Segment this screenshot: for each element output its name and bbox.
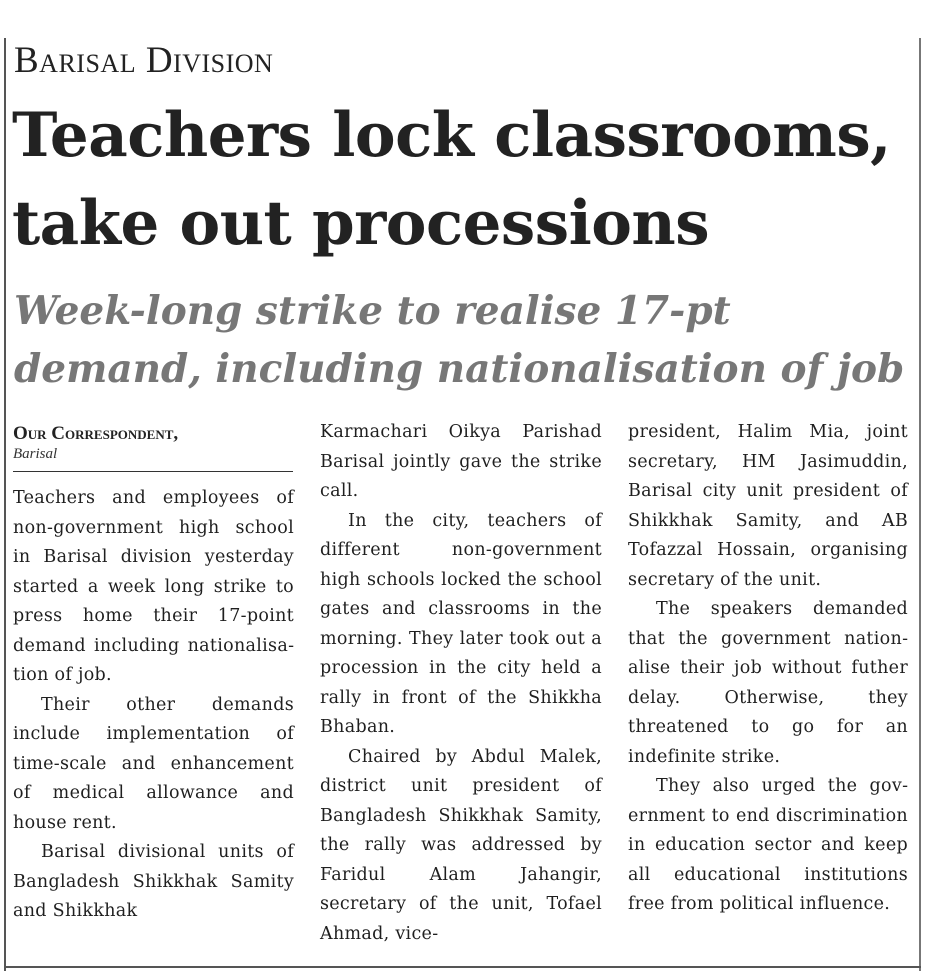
paragraph: The speakers demanded that the government nationalise their job without futher delay. Otherwise, they threatened to go for an indefinite strike. [628,599,908,767]
byline-location: Barisal [13,446,58,462]
article-column-1 [13,484,294,927]
paragraph: In the city, teachers of different non-government high schools locked the school gates and classrooms in the morning. They later took out a procession in the city held a rally in front of the Shikkha Bhaban. [320,510,602,737]
right-column-rule [919,38,921,971]
article-column-3 [628,418,908,920]
section-label: Barisal Division [14,40,274,81]
paragraph: They also urged the government to end discrimination in education sector and keep all educational institutions free from political influence. [628,776,908,914]
article-column-2 [320,418,602,949]
byline-name: Our Correspondent, [13,423,179,444]
paragraph: Chaired by Abdul Malek, district unit president of Bangladesh Shikkhak Samity, the rally was addressed by Faridul Alam Jahangir, secretary of the unit, Tofael Ahmad, vice- [320,746,602,944]
left-column-rule [4,38,6,971]
paragraph: Their other demands include implementation of time-scale and enhancement of medical allowance and house rent. [13,694,294,833]
paragraph: Karmachari Oikya Parishad Barisal jointly gave the strike call. [320,422,602,501]
byline-rule [13,471,293,472]
paragraph: president, Halim Mia, joint secretary, HM Jasimuddin, Barisal city unit president of Shikkhak Samity, and AB Tofazzal Hossain, organising secretary of the unit. [628,422,908,590]
subheadline: Week-long strike to realise 17-pt demand, including nationalisation of job [14,288,905,392]
headline: Teachers lock classrooms, take out processions [12,100,891,259]
paragraph: Teachers and employees of non-government high school in Barisal division yesterday started a week long strike to press home their 17-point demand including nationalisation of job. [13,488,294,685]
paragraph: Barisal divisional units of Bangladesh Shikkhak Samity and Shikkhak [13,842,294,921]
bottom-rule [4,966,921,968]
